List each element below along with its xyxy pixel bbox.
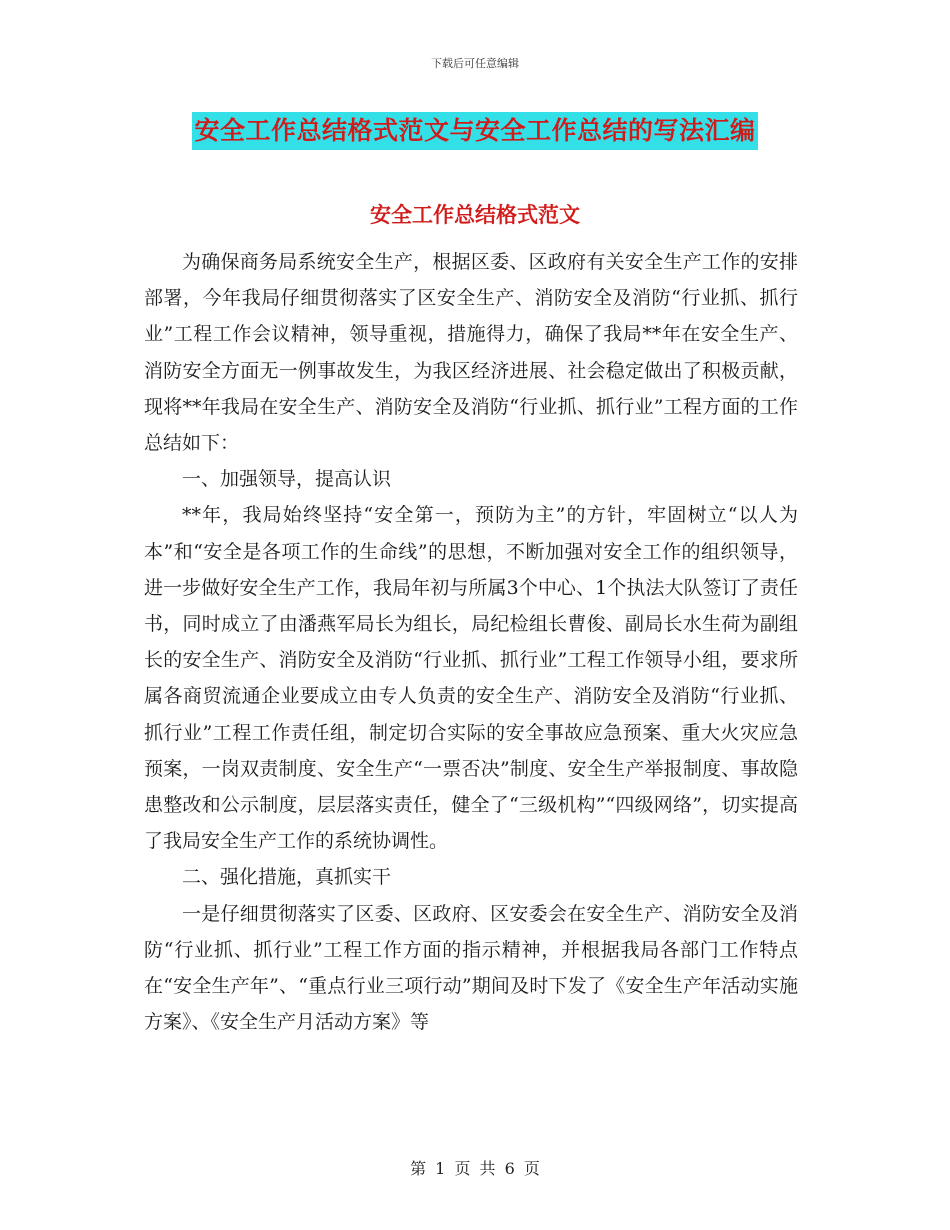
page-footer: 第 1 页 共 6 页 [410, 1159, 540, 1178]
body-text [144, 244, 798, 1040]
subheading: 一、加强领导，提高认识 [182, 468, 392, 491]
main-title-wrap [0, 112, 950, 150]
paragraph: **年，我局始终坚持“安全第一，预防为主”的方针，牢固树立“以人为本”和“安全是各项工作的生命线”的思想，不断加强对安全工作的组织领导，进一步做好安全生产工作，我局年初与所属3个中心、1个执法大队签订了责任书，同时成立了由潘燕军局长为组长，局纪检组长曹俊、副局长水生荷为副组长的安全生产、消防安全及消防“行业抓、抓行业”工程工作领导小组，要求所属各商贸流通企业要成立由专人负责的安全生产、消防安全及消防“行业抓、抓行业”工程工作责任组，制定切合实际的安全事故应急预案、重大火灾应急预案，一岗双责制度、安全生产“一票否决”制度、安全生产举报制度、事故隐患整改和公示制度，层层落实责任，健全了“三级机构”“四级网络”，切实提高了我局安全生产工作的系统协调性。 [144, 504, 798, 853]
main-title: 安全工作总结格式范文与安全工作总结的写法汇编 [192, 112, 757, 150]
paragraph: 一是仔细贯彻落实了区委、区政府、区安委会在安全生产、消防安全及消防“行业抓、抓行业”工程工作方面的指示精神，并根据我局各部门工作特点在“安全生产年”、“重点行业三项行动”期间及时下发了《安全生产年活动实施方案》、《安全生产月活动方案》等 [144, 902, 798, 1034]
page-header: 下载后可任意编辑 [431, 57, 519, 70]
section-title: 安全工作总结格式范文 [370, 202, 580, 227]
subheading: 二、强化措施，真抓实干 [182, 866, 392, 889]
paragraph: 为确保商务局系统安全生产，根据区委、区政府有关安全生产工作的安排部署，今年我局仔细贯彻落实了区安全生产、消防安全及消防“行业抓、抓行业”工程工作会议精神，领导重视，措施得力，确保了我局**年在安全生产、消防安全方面无一例事故发生，为我区经济进展、社会稳定做出了积极贡献，现将**年我局在安全生产、消防安全及消防“行业抓、抓行业”工程方面的工作总结如下： [144, 251, 798, 455]
